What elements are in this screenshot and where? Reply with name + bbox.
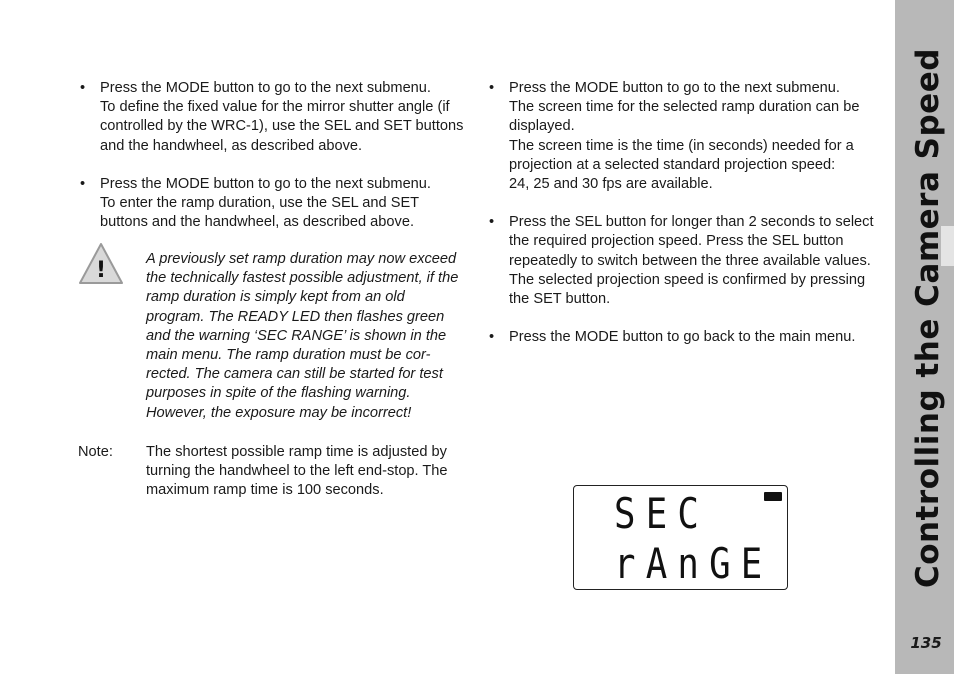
text-line: repeatedly to switch between the three available values. — [509, 252, 871, 269]
lcd-line-1: SEC — [614, 489, 710, 538]
page-number: 135 — [910, 634, 942, 652]
warning-triangle-icon — [78, 241, 124, 291]
text-line: Press the SEL button for longer than 2 seconds to select — [509, 214, 874, 231]
text-line: and the handwheel, as described above. — [100, 137, 363, 154]
warning-symbol: ! — [95, 258, 107, 283]
note-line: turning the handwheel to the left end-stop. The — [146, 463, 448, 480]
warning-line: program. The READY LED then flashes green — [146, 308, 445, 325]
text-line: the required projection speed. Press the SEL button — [509, 233, 844, 250]
text-line: projection at a selected standard projection speed: — [509, 156, 836, 173]
note-line: maximum ramp time is 100 seconds. — [146, 482, 384, 499]
left-bullet-2 — [78, 175, 478, 233]
text-line: The screen time for the selected ramp duration can be — [509, 99, 860, 116]
warning-line: However, the exposure may be incorrect! — [146, 404, 412, 421]
lcd-line-2: rAnGE — [614, 539, 773, 588]
warning-line: ramp duration is simply kept from an old — [146, 289, 405, 306]
text-line: 24, 25 and 30 fps are available. — [509, 176, 713, 193]
bullet-marker: • — [489, 80, 495, 96]
text-line: To define the fixed value for the mirror shutter angle (if — [100, 99, 450, 116]
text-line: Press the MODE button to go to the next submenu. — [100, 80, 431, 96]
text-line: the SET button. — [509, 291, 611, 308]
text-line: To enter the ramp duration, use the SEL and SET — [100, 195, 420, 212]
bullet-marker: • — [80, 175, 86, 192]
lcd-display — [573, 485, 788, 590]
right-bullet-3 — [487, 328, 887, 347]
text-line: controlled by the WRC-1), use the SEL and SET buttons — [100, 118, 464, 135]
warning-line: the technically fastest possible adjustment, if the — [146, 270, 459, 287]
right-column — [487, 79, 887, 347]
warning-line: purposes in spite of the flashing warning. — [146, 385, 411, 402]
text-line: buttons and the handwheel, as described above. — [100, 214, 414, 231]
note-label: Note: — [78, 444, 113, 460]
text-line: The selected projection speed is confirmed by pressing — [509, 271, 866, 288]
warning-line: and the warning ‘SEC RANGE’ is shown in the — [146, 327, 447, 344]
note-line: The shortest possible ramp time is adjusted by — [146, 444, 447, 460]
lcd-indicator — [764, 492, 782, 501]
right-bullet-1 — [487, 79, 887, 194]
bullet-marker: • — [80, 80, 86, 96]
right-bullet-2 — [487, 213, 887, 309]
left-column — [78, 79, 478, 232]
warning-line: rected. The camera can still be started for test — [146, 366, 443, 383]
text-line: Press the MODE button to go to the next submenu. — [100, 175, 431, 192]
text-line: The screen time is the time (in seconds) needed for a — [509, 137, 854, 154]
left-bullet-1 — [78, 79, 478, 156]
bullet-marker: • — [489, 329, 495, 346]
text-line: Press the MODE button to go to the next submenu. — [509, 80, 840, 96]
warning-line: main menu. The ramp duration must be cor- — [146, 347, 431, 364]
text-line: displayed. — [509, 118, 575, 135]
text-line: Press the MODE button to go back to the main menu. — [509, 329, 856, 346]
chapter-title: Controlling the Camera Speed — [910, 48, 946, 588]
warning-line: A previously set ramp duration may now exceed — [146, 251, 457, 267]
bullet-marker: • — [489, 214, 495, 231]
